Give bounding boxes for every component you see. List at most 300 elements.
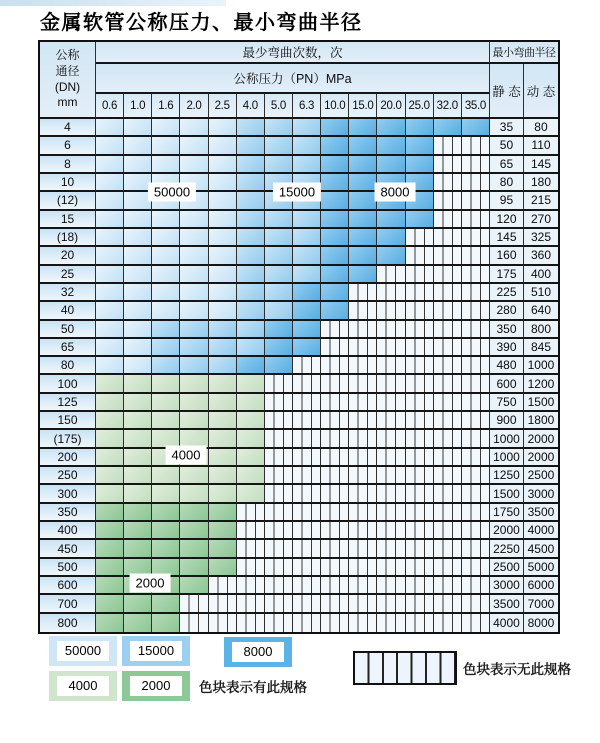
cycle-cell [209, 156, 237, 174]
cycle-cell [349, 174, 377, 192]
no-spec-cell [377, 412, 405, 430]
no-spec-cell [406, 266, 434, 284]
cycle-cell [349, 192, 377, 210]
no-spec-cell [434, 174, 462, 192]
cycle-cell [237, 339, 265, 357]
no-spec-cell [406, 522, 434, 540]
cycle-cell [377, 156, 405, 174]
dn-column-header [40, 42, 96, 119]
cycle-cell [209, 394, 237, 412]
cycle-cell [152, 266, 180, 284]
cycle-cell [237, 247, 265, 265]
no-spec-cell [237, 540, 265, 558]
cycle-cell [96, 559, 124, 577]
cycle-cell [377, 119, 405, 137]
static-radius-cell: 35 [490, 119, 524, 137]
cycle-cell [209, 339, 237, 357]
no-spec-cell [209, 614, 237, 632]
cycle-cell [124, 119, 152, 137]
no-spec-cell [265, 394, 293, 412]
legend-swatch-50000 [49, 636, 117, 666]
dynamic-radius-cell: 1200 [524, 375, 558, 393]
cycle-cell [124, 357, 152, 375]
cycle-cell [321, 192, 349, 210]
static-radius-cell: 225 [490, 284, 524, 302]
cycle-cell [209, 321, 237, 339]
no-spec-cell [462, 577, 490, 595]
no-spec-cell [321, 321, 349, 339]
cycle-cell [321, 284, 349, 302]
no-spec-cell [321, 430, 349, 448]
no-spec-cell [434, 394, 462, 412]
cycle-cell [237, 485, 265, 503]
static-radius-cell: 175 [490, 266, 524, 284]
cycle-cell [96, 357, 124, 375]
pressure-value-header: 0.6 [96, 94, 124, 119]
cycle-cell [209, 467, 237, 485]
no-spec-cell [237, 595, 265, 613]
no-spec-cell [377, 449, 405, 467]
cycle-cell [209, 559, 237, 577]
dynamic-radius-cell: 1800 [524, 412, 558, 430]
cycle-cell [180, 339, 208, 357]
cycle-cell [237, 467, 265, 485]
no-spec-cell [293, 595, 321, 613]
cycle-cell [462, 119, 490, 137]
dynamic-radius-cell: 845 [524, 339, 558, 357]
cycle-cell [237, 211, 265, 229]
no-spec-cell [434, 559, 462, 577]
cycle-cell [124, 614, 152, 632]
dn-header-line: mm [57, 95, 78, 110]
no-spec-cell [293, 357, 321, 375]
cycle-cell [293, 119, 321, 137]
static-radius-cell: 80 [490, 174, 524, 192]
cycle-cell [237, 394, 265, 412]
cycle-cell [237, 412, 265, 430]
cycle-cell [377, 211, 405, 229]
cycle-cell [96, 467, 124, 485]
no-spec-cell [265, 522, 293, 540]
dn-cell: 350 [40, 504, 96, 522]
cycle-cell [321, 137, 349, 155]
no-spec-cell [377, 357, 405, 375]
static-radius-cell: 390 [490, 339, 524, 357]
dn-cell: 700 [40, 595, 96, 613]
no-spec-cell [377, 284, 405, 302]
no-spec-cell [434, 266, 462, 284]
dn-cell: 40 [40, 302, 96, 320]
cycle-cell [209, 302, 237, 320]
dn-cell: 20 [40, 247, 96, 265]
dynamic-radius-cell: 1000 [524, 357, 558, 375]
static-radius-cell: 1500 [490, 485, 524, 503]
no-spec-cell [321, 412, 349, 430]
dn-cell: 150 [40, 412, 96, 430]
cycle-cell [180, 522, 208, 540]
cycle-cell [237, 192, 265, 210]
no-spec-cell [462, 449, 490, 467]
cycle-cell [124, 302, 152, 320]
cycle-cell [209, 137, 237, 155]
static-radius-cell: 4000 [490, 614, 524, 632]
cycle-cell [293, 247, 321, 265]
cycle-cell [209, 430, 237, 448]
no-spec-cell [293, 412, 321, 430]
no-spec-cell [321, 540, 349, 558]
pressure-bend-table [38, 40, 560, 634]
no-spec-cell [406, 375, 434, 393]
dn-cell: 50 [40, 321, 96, 339]
no-spec-cell [462, 339, 490, 357]
no-spec-cell [265, 614, 293, 632]
no-spec-cell [434, 375, 462, 393]
no-spec-cell [462, 614, 490, 632]
dynamic-radius-cell: 180 [524, 174, 558, 192]
no-spec-cell [406, 412, 434, 430]
no-spec-cell [406, 357, 434, 375]
dynamic-radius-cell: 8000 [524, 614, 558, 632]
dn-header-line: 公称 [55, 48, 80, 63]
no-spec-cell [434, 339, 462, 357]
static-radius-cell: 350 [490, 321, 524, 339]
cycle-cell [321, 266, 349, 284]
no-spec-cell [293, 375, 321, 393]
legend-swatch-2000 [122, 671, 190, 701]
no-spec-cell [377, 614, 405, 632]
no-spec-cell [349, 302, 377, 320]
cycle-cell [124, 504, 152, 522]
no-spec-cell [321, 559, 349, 577]
no-spec-cell [434, 247, 462, 265]
no-spec-cell [462, 522, 490, 540]
no-spec-cell [293, 485, 321, 503]
cycle-cell [377, 247, 405, 265]
cycle-cell [180, 321, 208, 339]
pressure-value-header: 2.0 [180, 94, 208, 119]
no-spec-cell [293, 522, 321, 540]
no-spec-cell [377, 522, 405, 540]
no-spec-cell [349, 394, 377, 412]
no-spec-cell [462, 321, 490, 339]
dynamic-radius-cell: 80 [524, 119, 558, 137]
cycle-cell [152, 504, 180, 522]
cycle-cell [124, 430, 152, 448]
cycle-cell [209, 119, 237, 137]
no-spec-cell [321, 577, 349, 595]
no-spec-cell [434, 137, 462, 155]
no-spec-cell [237, 577, 265, 595]
static-radius-cell: 1750 [490, 504, 524, 522]
no-spec-cell [321, 375, 349, 393]
static-radius-cell: 2250 [490, 540, 524, 558]
no-spec-cell [265, 540, 293, 558]
no-spec-cell [293, 504, 321, 522]
cycle-cell [180, 504, 208, 522]
dn-header-line: 通径 [55, 63, 80, 78]
cycle-cell [237, 357, 265, 375]
cycle-cell [96, 412, 124, 430]
cycle-cell [209, 266, 237, 284]
no-spec-cell [434, 156, 462, 174]
cycle-cell [321, 174, 349, 192]
cycle-cell [265, 266, 293, 284]
dynamic-radius-cell: 4000 [524, 522, 558, 540]
no-spec-cell [321, 504, 349, 522]
cycle-cell [180, 412, 208, 430]
cycle-count-label: 8000 [375, 183, 416, 202]
pressure-value-header: 32.0 [434, 94, 462, 119]
dn-cell: 200 [40, 449, 96, 467]
no-spec-cell [462, 174, 490, 192]
no-spec-cell [377, 266, 405, 284]
bend-cycles-header: 最少弯曲次数，次 [96, 42, 490, 64]
cycle-cell [152, 595, 180, 613]
legend-swatch-8000 [224, 637, 292, 667]
dynamic-radius-cell: 145 [524, 156, 558, 174]
cycle-cell [349, 229, 377, 247]
dynamic-radius-cell: 510 [524, 284, 558, 302]
no-spec-cell [406, 449, 434, 467]
cycle-cell [406, 137, 434, 155]
cycle-cell [124, 485, 152, 503]
dynamic-radius-cell: 360 [524, 247, 558, 265]
cycle-count-label: 4000 [166, 446, 207, 465]
no-spec-cell [462, 284, 490, 302]
no-spec-cell [377, 321, 405, 339]
no-spec-cell [349, 595, 377, 613]
no-spec-cell [237, 504, 265, 522]
table-grid [40, 42, 558, 632]
pressure-value-header: 5.0 [265, 94, 293, 119]
cycle-cell [265, 229, 293, 247]
dn-cell: (175) [40, 430, 96, 448]
cycle-cell [321, 229, 349, 247]
cycle-cell [180, 540, 208, 558]
cycle-cell [124, 467, 152, 485]
cycle-cell [96, 321, 124, 339]
cycle-cell [209, 412, 237, 430]
no-spec-cell [180, 614, 208, 632]
no-spec-cell [349, 504, 377, 522]
cycle-count-label: 15000 [273, 183, 321, 202]
cycle-cell [124, 266, 152, 284]
dn-cell: 15 [40, 211, 96, 229]
pressure-value-header: 25.0 [406, 94, 434, 119]
cycle-count-label: 50000 [148, 183, 196, 202]
cycle-cell [152, 302, 180, 320]
cycle-cell [237, 449, 265, 467]
cycle-cell [96, 522, 124, 540]
dn-cell: 100 [40, 375, 96, 393]
cycle-cell [237, 321, 265, 339]
cycle-cell [124, 412, 152, 430]
no-spec-cell [462, 504, 490, 522]
cycle-cell [321, 119, 349, 137]
pressure-value-header: 4.0 [237, 94, 265, 119]
cycle-cell [152, 614, 180, 632]
dn-cell: (12) [40, 192, 96, 210]
cycle-cell [293, 266, 321, 284]
no-spec-cell [377, 339, 405, 357]
cycle-cell [237, 375, 265, 393]
cycle-cell [265, 156, 293, 174]
cycle-cell [96, 430, 124, 448]
no-spec-cell [349, 614, 377, 632]
cycle-cell [293, 321, 321, 339]
dynamic-radius-cell: 3000 [524, 485, 558, 503]
no-spec-cell [349, 284, 377, 302]
no-spec-cell [434, 302, 462, 320]
cycle-cell [180, 302, 208, 320]
cycle-cell [124, 394, 152, 412]
no-spec-cell [293, 430, 321, 448]
cycle-cell [152, 229, 180, 247]
no-spec-cell [377, 467, 405, 485]
cycle-cell [180, 156, 208, 174]
no-spec-cell [265, 430, 293, 448]
cycle-cell [152, 375, 180, 393]
no-spec-cell [265, 485, 293, 503]
no-spec-cell [377, 485, 405, 503]
static-radius-header: 静 态 [490, 64, 524, 119]
pressure-value-header: 10.0 [321, 94, 349, 119]
cycle-cell [96, 540, 124, 558]
cycle-cell [152, 284, 180, 302]
no-spec-cell [434, 614, 462, 632]
cycle-cell [265, 211, 293, 229]
cycle-cell [124, 449, 152, 467]
no-spec-cell [462, 375, 490, 393]
static-radius-cell: 1250 [490, 467, 524, 485]
cycle-cell [293, 156, 321, 174]
no-spec-cell [462, 302, 490, 320]
no-spec-cell [406, 614, 434, 632]
legend-swatch-label: 4000 [57, 676, 109, 696]
cycle-cell [293, 211, 321, 229]
cycle-cell [237, 229, 265, 247]
cycle-cell [265, 339, 293, 357]
page-title: 金属软管公称压力、最小弯曲半径 [40, 10, 363, 34]
dynamic-radius-cell: 800 [524, 321, 558, 339]
cycle-cell [152, 540, 180, 558]
no-spec-cell [321, 467, 349, 485]
pressure-header: 公称压力（PN）MPa [96, 64, 490, 94]
no-spec-cell [349, 357, 377, 375]
dn-cell: 80 [40, 357, 96, 375]
no-spec-cell [321, 449, 349, 467]
no-spec-cell [377, 595, 405, 613]
cycle-cell [237, 266, 265, 284]
dynamic-radius-cell: 110 [524, 137, 558, 155]
no-spec-cell [462, 559, 490, 577]
cycle-cell [124, 247, 152, 265]
static-radius-cell: 2000 [490, 522, 524, 540]
dn-header-line: (DN) [54, 79, 81, 94]
no-spec-cell [462, 412, 490, 430]
dn-cell: 4 [40, 119, 96, 137]
no-spec-cell [434, 211, 462, 229]
static-radius-cell: 1000 [490, 449, 524, 467]
cycle-cell [265, 247, 293, 265]
dynamic-radius-cell: 7000 [524, 595, 558, 613]
no-spec-cell [180, 595, 208, 613]
no-spec-cell [293, 467, 321, 485]
cycle-cell [152, 211, 180, 229]
dynamic-radius-cell: 640 [524, 302, 558, 320]
cycle-cell [209, 284, 237, 302]
cycle-cell [96, 174, 124, 192]
legend-hatch-swatch [353, 651, 457, 685]
pressure-value-header: 2.5 [209, 94, 237, 119]
cycle-cell [152, 485, 180, 503]
cycle-cell [321, 156, 349, 174]
cycle-cell [96, 119, 124, 137]
no-spec-cell [349, 339, 377, 357]
no-spec-cell [293, 614, 321, 632]
cycle-cell [96, 211, 124, 229]
legend-swatch-label: 2000 [130, 676, 182, 696]
static-radius-cell: 750 [490, 394, 524, 412]
no-spec-cell [406, 394, 434, 412]
cycle-cell [96, 266, 124, 284]
cycle-cell [209, 504, 237, 522]
no-spec-cell [434, 284, 462, 302]
dn-cell: 65 [40, 339, 96, 357]
cycle-cell [180, 229, 208, 247]
no-spec-cell [462, 467, 490, 485]
cycle-cell [152, 119, 180, 137]
no-spec-cell [293, 449, 321, 467]
cycle-cell [152, 394, 180, 412]
cycle-cell [293, 284, 321, 302]
dynamic-radius-cell: 4500 [524, 540, 558, 558]
cycle-cell [265, 321, 293, 339]
cycle-cell [124, 522, 152, 540]
cycle-cell [180, 266, 208, 284]
pressure-value-header: 1.0 [124, 94, 152, 119]
cycle-cell [349, 137, 377, 155]
cycle-cell [152, 137, 180, 155]
no-spec-cell [237, 522, 265, 540]
cycle-cell [265, 119, 293, 137]
cycle-cell [209, 211, 237, 229]
no-spec-cell [265, 467, 293, 485]
no-spec-cell [434, 504, 462, 522]
static-radius-cell: 900 [490, 412, 524, 430]
cycle-cell [237, 137, 265, 155]
no-spec-cell [406, 485, 434, 503]
cycle-cell [377, 229, 405, 247]
legend-swatch-15000 [122, 636, 190, 666]
cycle-cell [152, 156, 180, 174]
no-spec-cell [406, 577, 434, 595]
cycle-cell [237, 174, 265, 192]
static-radius-cell: 480 [490, 357, 524, 375]
no-spec-cell [434, 595, 462, 613]
cycle-cell [124, 137, 152, 155]
pressure-value-header: 1.6 [152, 94, 180, 119]
no-spec-cell [321, 485, 349, 503]
cycle-cell [237, 302, 265, 320]
dn-cell: 8 [40, 156, 96, 174]
no-spec-cell [349, 522, 377, 540]
cycle-cell [180, 357, 208, 375]
static-radius-cell: 50 [490, 137, 524, 155]
no-spec-cell [237, 614, 265, 632]
cycle-cell [96, 394, 124, 412]
static-radius-cell: 3000 [490, 577, 524, 595]
